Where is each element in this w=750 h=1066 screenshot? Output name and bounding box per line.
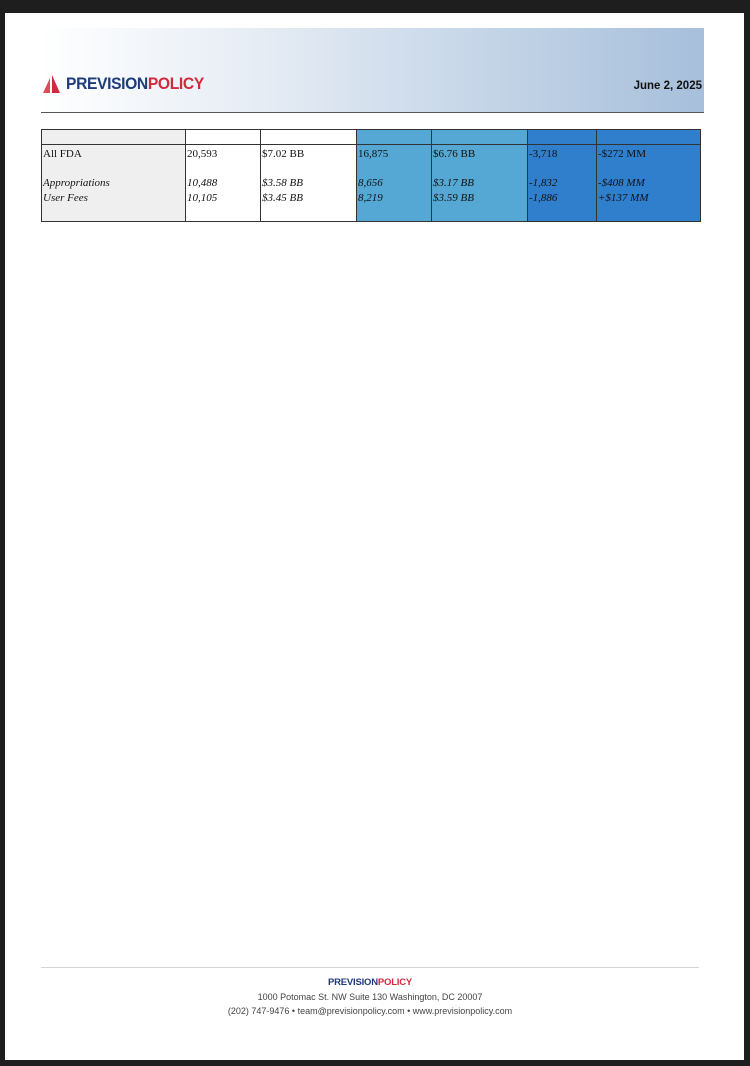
header-cell [528, 130, 597, 145]
col6-cell [597, 145, 701, 222]
footer-address: 1000 Potomac St. NW Suite 130 Washington, DC 20007 [257, 992, 483, 1002]
sail-logo-icon [42, 74, 62, 94]
header-divider [41, 112, 704, 113]
table-cell: -$408 MM [598, 177, 645, 189]
table-cell: 10,105 [187, 192, 218, 204]
table-cell: 8,219 [358, 192, 383, 204]
table-cell: -$272 MM [598, 148, 646, 160]
table-cell: 8,656 [358, 177, 383, 189]
document-date: June 2, 2025 [633, 80, 702, 92]
table-cell: $3.17 BB [433, 177, 474, 189]
col3-cell [357, 145, 432, 222]
header-cell [42, 130, 186, 145]
row-label-all-fda: All FDA [43, 148, 82, 160]
footer [41, 976, 699, 1018]
fda-staffing-table [41, 129, 701, 222]
table-cell: 20,593 [187, 148, 218, 160]
footer-divider [41, 967, 699, 968]
table-cell: -1,886 [529, 192, 558, 204]
table-cell: $6.76 BB [433, 148, 476, 160]
table-cell: -3,718 [529, 148, 558, 160]
header-cell [597, 130, 701, 145]
col2-cell [261, 145, 357, 222]
logo [42, 73, 216, 95]
table-row [42, 145, 701, 222]
footer-contact: (202) 747-9476 • team@previsionpolicy.com • www.previsionpolicy.com [227, 1006, 513, 1016]
table-cell: -1,832 [529, 177, 558, 189]
table-cell: $7.02 BB [262, 148, 305, 160]
table-cell: 16,875 [358, 148, 389, 160]
logo-wordmark: PREVISIONPOLICY [66, 74, 204, 93]
col4-cell [432, 145, 528, 222]
table-cell: $3.45 BB [262, 192, 303, 204]
col1-cell [186, 145, 261, 222]
col5-cell [528, 145, 597, 222]
table-cell: $3.58 BB [262, 177, 303, 189]
header-cell [432, 130, 528, 145]
header-band [41, 28, 704, 112]
table-cell: 10,488 [187, 177, 218, 189]
header-cell [186, 130, 261, 145]
table-header-row [42, 130, 701, 145]
header-cell [261, 130, 357, 145]
footer-brand: PREVISIONPOLICY [327, 977, 413, 988]
header-cell [357, 130, 432, 145]
row-labels-cell [42, 145, 186, 222]
row-label-user-fees: User Fees [43, 192, 88, 204]
row-label-appropriations: Appropriations [43, 177, 110, 189]
table-cell: $3.59 BB [433, 192, 474, 204]
table-cell: +$137 MM [598, 192, 649, 204]
